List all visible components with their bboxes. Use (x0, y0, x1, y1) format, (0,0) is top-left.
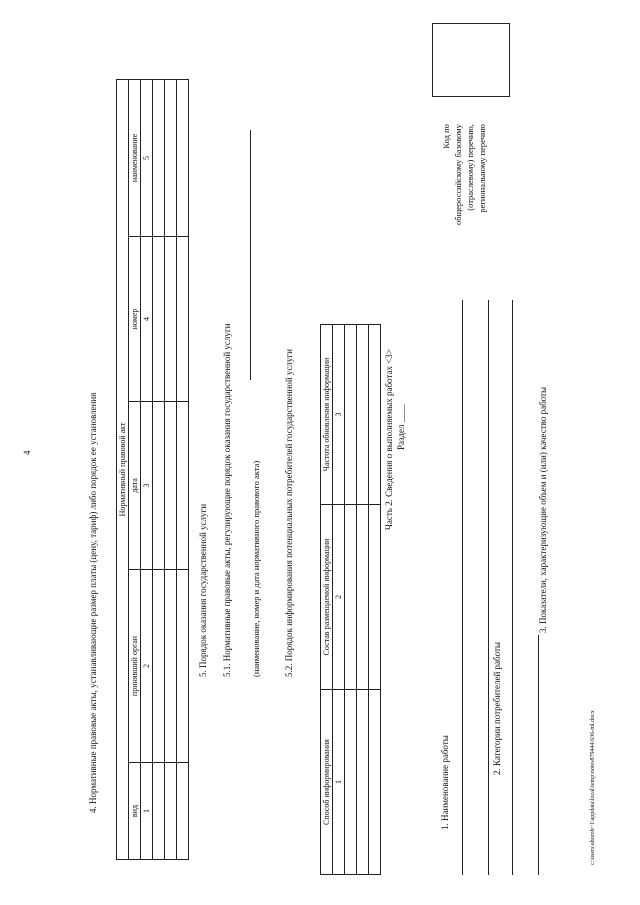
table-cell (177, 763, 189, 860)
column-header: принявший орган (129, 570, 141, 763)
table-cell (165, 570, 177, 763)
table-cell (177, 570, 189, 763)
column-header: номер (129, 237, 141, 402)
column-number: 1 (333, 690, 345, 875)
table-cell (345, 325, 357, 505)
part-2-section: Раздел ____ (396, 404, 406, 450)
table-cell (153, 402, 165, 570)
table-cell (177, 79, 189, 236)
column-number: 1 (141, 763, 153, 860)
table-header-group: Нормативный правовой акт (117, 79, 129, 859)
table-cell (153, 79, 165, 236)
footer-file-path: c:\users\ahorob~1\appdata\local\temp\notes879444\636-ml.docx (590, 710, 596, 865)
column-header: Частота обновления информации (321, 325, 333, 505)
section-5-2-table (320, 324, 381, 875)
table-cell (165, 237, 177, 402)
table-cell (357, 690, 369, 875)
work-name-line-1 (462, 300, 463, 875)
table-cell (369, 505, 381, 690)
column-header: Способ информирования (321, 690, 333, 875)
page-number: 4 (22, 450, 32, 455)
table-cell (177, 237, 189, 402)
table-cell (369, 690, 381, 875)
table-cell (357, 505, 369, 690)
table-cell (153, 237, 165, 402)
code-label-line: (отраслевому) перечню, (465, 124, 475, 211)
section-5-2-title: 5.2. Порядок информирования потенциальных потребителей государственной услуги (284, 349, 294, 677)
code-label-line: Код по (441, 124, 451, 149)
section-5-1-underline (250, 130, 251, 380)
table-cell (153, 570, 165, 763)
work-indicators-label: 3. Показатели, характеризующие объем и (или) качество работы (538, 386, 548, 633)
table-cell (165, 763, 177, 860)
table-cell (357, 325, 369, 505)
work-name-label: 1. Наименование работы (440, 735, 450, 830)
section-4-table (116, 79, 189, 860)
column-header: дата (129, 402, 141, 570)
column-header: наименование (129, 79, 141, 236)
table-cell (177, 402, 189, 570)
part-2-title: Часть 2. Сведения о выполняемых работах <3> (384, 349, 394, 530)
work-indicators-line (538, 635, 539, 875)
consumer-category-label: 2. Категории потребителей работы (492, 642, 502, 775)
section-5-1-title: 5.1. Нормативные правовые акты, регулирующие порядок оказания государственной услуги (222, 323, 232, 677)
code-label-line: региональному перечню (477, 124, 487, 213)
table-cell (345, 505, 357, 690)
section-5-1-caption: (наименование, номер и дата нормативного правового акта) (251, 460, 261, 677)
code-label-line: общероссийскому базовому (453, 124, 463, 225)
section-5-title: 5. Порядок оказания государственной услуги (198, 503, 208, 677)
table-cell (369, 325, 381, 505)
column-header: Состав размещаемой информации (321, 505, 333, 690)
table-cell (345, 690, 357, 875)
consumer-category-line (512, 300, 513, 875)
column-number: 2 (141, 570, 153, 763)
table-cell (165, 402, 177, 570)
column-number: 3 (333, 325, 345, 505)
column-number: 3 (141, 402, 153, 570)
column-number: 4 (141, 237, 153, 402)
work-name-line-2 (488, 300, 489, 875)
table-cell (153, 763, 165, 860)
column-number: 2 (333, 505, 345, 690)
code-box[interactable] (432, 23, 510, 97)
column-header: вид (129, 763, 141, 860)
table-cell (165, 79, 177, 236)
code-label-block (440, 124, 488, 225)
column-number: 5 (141, 79, 153, 236)
section-4-title: 4. Нормативные правовые акты, устанавливающие размер платы (цену, тариф) либо порядок ее установления (88, 392, 98, 813)
